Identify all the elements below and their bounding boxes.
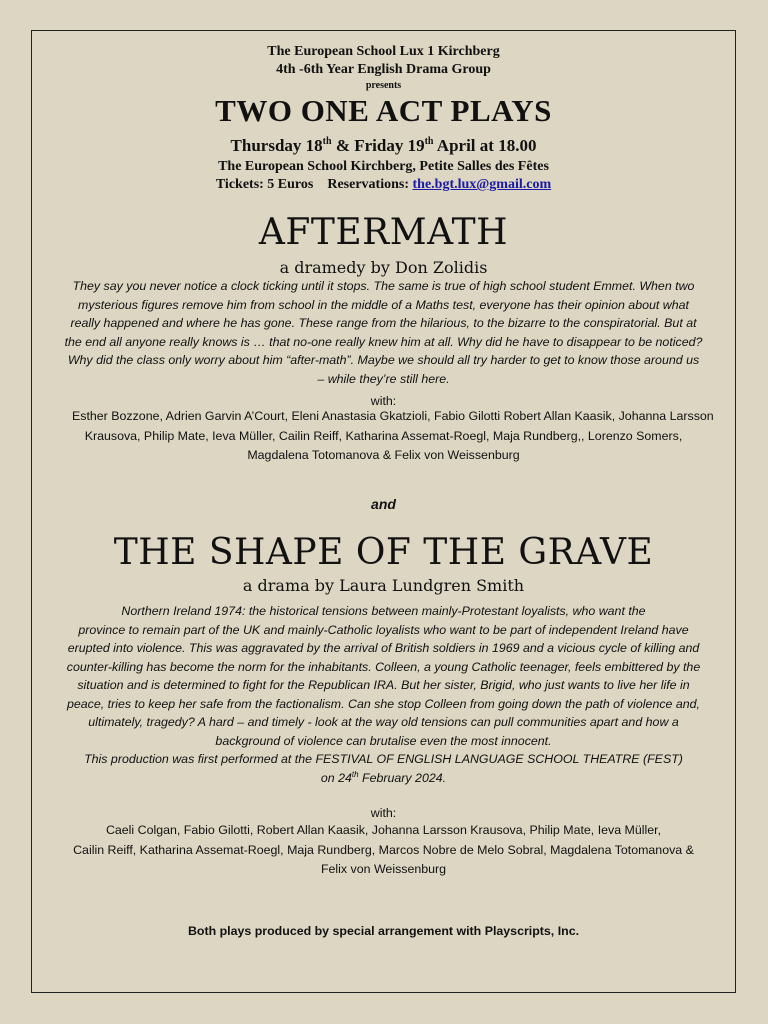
presents-label: presents bbox=[365, 80, 402, 91]
play2-blurb-line: ultimately, tragedy? A hard – and timely - look at the way old tensions can pull communities apart and how a bbox=[88, 715, 679, 729]
footer-note: Both plays produced by special arrangement with Playscripts, Inc. bbox=[187, 924, 580, 938]
play2-blurb-line: erupted into violence. This was aggravated by the arrival of British soldiers in 1969 and a vicious cycle of killing and bbox=[67, 641, 700, 655]
drama-group: 4th -6th Year English Drama Group bbox=[276, 62, 491, 77]
date-sup-2: th bbox=[424, 136, 434, 147]
ticket-price: Tickets: 5 Euros bbox=[215, 177, 314, 192]
date-sup-1: th bbox=[322, 136, 332, 147]
play1-blurb-line: mysterious figures remove him from school in the middle of a Maths test, everyone has their opinion about what bbox=[78, 297, 689, 312]
play1-cast-line: Esther Bozzone, Adrien Garvin A’Court, Eleni Anastasia Gkatzioli, Fabio Gilotti Robert Allan Kaasik, Johanna Larsson bbox=[72, 409, 714, 423]
date-part-2: & Friday 19 bbox=[331, 136, 425, 155]
performance-dates bbox=[32, 136, 735, 156]
play2-cast-line: Caeli Colgan, Fabio Gilotti, Robert Allan Kaasik, Johanna Larsson Krausova, Philip Mate, Ieva Müller, bbox=[105, 823, 662, 837]
play2-blurb-line: peace, tries to keep her safe from the factionalism. Can she stop Colleen from going down the path of violence and, bbox=[67, 696, 700, 711]
production-date bbox=[42, 769, 725, 788]
date-part-1: Thursday 18 bbox=[230, 136, 323, 155]
play1-blurb-line: Why did the class only worry about him “after-math”. Maybe we should all try harder to get to know those around us bbox=[67, 353, 700, 367]
play2-blurb bbox=[32, 602, 735, 787]
play1-cast-line: Magdalena Totomanova & Felix von Weissenburg bbox=[247, 448, 520, 462]
play1-blurb-line: the end all anyone really knows is … that no-one really knew him at all. Why did he have to disappear to be noticed? bbox=[64, 334, 703, 349]
play1-title: AFTERMATH bbox=[258, 212, 509, 253]
date-part-3: April at 18.00 bbox=[433, 136, 537, 155]
production-date-b: February 2024. bbox=[358, 770, 447, 785]
school-name: The European School Lux 1 Kirchberg bbox=[267, 44, 500, 59]
play2-title: THE SHAPE OF THE GRAVE bbox=[113, 532, 654, 573]
venue: The European School Kirchberg, Petite Salles des Fêtes bbox=[218, 159, 549, 174]
reservations-email-link[interactable]: the.bgt.lux@gmail.com bbox=[412, 177, 552, 192]
tickets-line bbox=[32, 176, 735, 193]
play2-blurb-line: Northern Ireland 1974: the historical tensions between mainly-Protestant loyalists, who want the bbox=[121, 604, 646, 618]
production-date-a: on 24 bbox=[320, 770, 352, 785]
play1-blurb bbox=[32, 277, 735, 388]
play1-subtitle: a dramedy by Don Zolidis bbox=[279, 258, 488, 277]
play1-cast-line: Krausova, Philip Mate, Ieva Müller, Cailin Reiff, Katharina Assemat-Roegl, Maja Rundberg,, Lorenzo Somers, bbox=[84, 428, 683, 443]
production-note: This production was first performed at the FESTIVAL OF ENGLISH LANGUAGE SCHOOL THEATRE (FEST) bbox=[84, 752, 683, 766]
play2-blurb-line: situation and is determined to fight for the Republican IRA. But her sister, Brigid, who just wants to live her life in bbox=[77, 678, 690, 692]
play1-blurb-line: They say you never notice a clock ticking until it stops. The same is true of high school student Emmet. When two bbox=[72, 279, 695, 293]
play1-blurb-line: really happened and where he has gone. These range from the hilarious, to the bizarre to the conspiratorial. But at bbox=[70, 316, 697, 330]
play1-cast bbox=[32, 407, 735, 466]
poster-frame bbox=[31, 30, 736, 993]
play2-cast bbox=[32, 821, 735, 880]
play1-with-label: with: bbox=[370, 394, 397, 408]
play1-blurb-line: – while they’re still here. bbox=[317, 371, 450, 386]
play2-with-label: with: bbox=[370, 806, 397, 820]
play2-blurb-line: counter-killing has become the norm for the inhabitants. Colleen, a young Catholic teenager, feels embittered by the bbox=[66, 659, 701, 674]
play2-subtitle: a drama by Laura Lundgren Smith bbox=[242, 576, 525, 595]
reservations-label: Reservations: bbox=[327, 177, 413, 192]
play2-blurb-line: background of violence can brutalise even the most innocent. bbox=[215, 733, 552, 748]
production-date-sup: th bbox=[351, 769, 359, 779]
play2-cast-line: Felix von Weissenburg bbox=[320, 862, 447, 876]
main-title: TWO ONE ACT PLAYS bbox=[215, 93, 552, 128]
and-connector: and bbox=[371, 496, 396, 512]
play2-blurb-line: province to remain part of the UK and mainly-Catholic loyalists who want to be part of independent Ireland have bbox=[78, 622, 689, 637]
play2-cast-line: Cailin Reiff, Katharina Assemat-Roegl, Maja Rundberg, Marcos Nobre de Melo Sobral, Magdalena Totomanova & bbox=[73, 842, 694, 857]
